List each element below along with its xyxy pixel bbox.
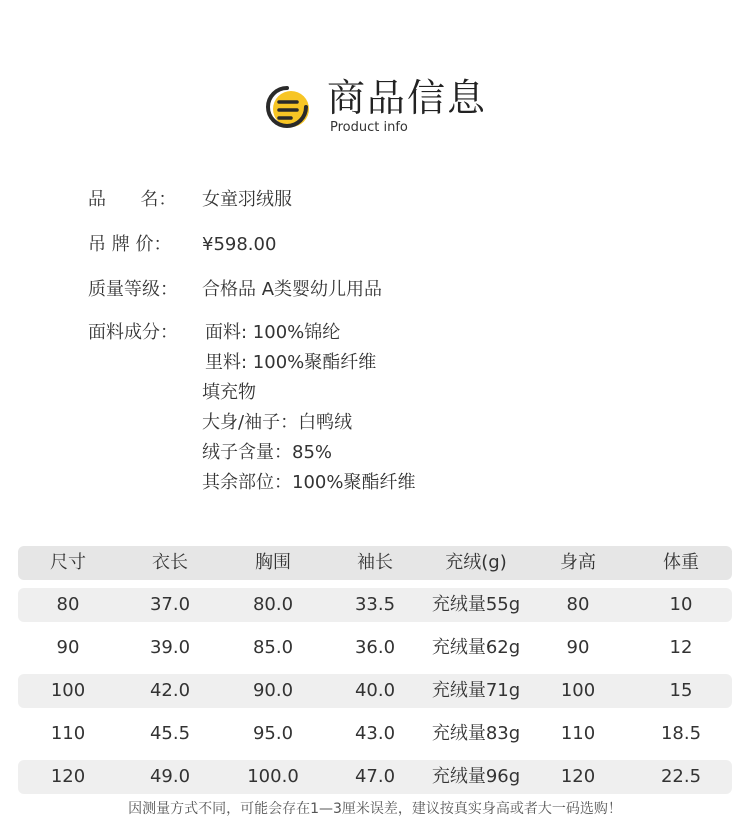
table-header-cell: 衣长 <box>152 552 188 573</box>
table-row <box>18 717 732 751</box>
table-cell: 80.0 <box>252 594 294 615</box>
table-cell: 36.0 <box>354 637 396 658</box>
fabric-line <box>0 408 750 438</box>
info-label: 品 名： <box>88 189 177 210</box>
fabric-line <box>0 468 750 498</box>
measurement-note: 因测量方式不同，可能会存在1—3厘米误差，建议按真实身高或者大一码选购！ <box>128 801 622 817</box>
table-header-cell: 身高 <box>560 552 596 573</box>
table-cell: 110 <box>560 723 596 744</box>
table-cell: 充绒量55g <box>431 594 521 615</box>
fabric-line <box>0 348 750 378</box>
table-cell: 80 <box>566 594 590 615</box>
table-row <box>18 674 732 708</box>
document-icon <box>263 82 313 132</box>
table-header-cell: 尺寸 <box>50 552 86 573</box>
table-cell: 15 <box>669 680 693 701</box>
table-cell: 42.0 <box>149 680 191 701</box>
table-cell: 10 <box>669 594 693 615</box>
table-cell: 45.5 <box>149 723 191 744</box>
table-cell: 100.0 <box>247 766 299 787</box>
table-header-cell: 胸围 <box>255 552 291 573</box>
table-row <box>18 588 732 622</box>
table-cell: 22.5 <box>660 766 702 787</box>
table-cell: 18.5 <box>660 723 702 744</box>
table-cell: 90 <box>566 637 590 658</box>
info-label: 吊 牌 价： <box>88 234 172 255</box>
table-cell: 100 <box>560 680 596 701</box>
table-cell: 85.0 <box>252 637 294 658</box>
table-cell: 充绒量71g <box>431 680 521 701</box>
table-cell: 43.0 <box>354 723 396 744</box>
page-title: 商品信息 <box>327 76 488 120</box>
table-header-row <box>18 546 732 580</box>
table-header-cell: 袖长 <box>357 552 393 573</box>
page-subtitle: Product info <box>330 120 408 135</box>
fabric-line <box>0 378 750 408</box>
table-cell: 120 <box>560 766 596 787</box>
info-row-fabric <box>0 318 750 348</box>
table-cell: 110 <box>50 723 86 744</box>
table-header-cell: 充绒(g) <box>445 552 507 573</box>
table-cell: 90.0 <box>252 680 294 701</box>
fabric-line-text: 里料: 100%聚酯纤维 <box>205 352 377 373</box>
table-cell: 49.0 <box>149 766 191 787</box>
table-cell: 39.0 <box>149 637 191 658</box>
table-cell: 40.0 <box>354 680 396 701</box>
info-row-name <box>0 185 750 215</box>
table-cell: 充绒量62g <box>431 637 521 658</box>
fabric-line-text: 大身/袖子：白鸭绒 <box>202 412 353 433</box>
fabric-line <box>0 438 750 468</box>
info-label: 面料成分： <box>88 322 178 343</box>
table-cell: 充绒量96g <box>431 766 521 787</box>
table-cell: 12 <box>669 637 693 658</box>
table-header-cell: 体重 <box>663 552 699 573</box>
info-row-price <box>0 230 750 260</box>
table-cell: 47.0 <box>354 766 396 787</box>
info-value: 合格品 A类婴幼儿用品 <box>202 279 383 300</box>
info-value: 女童羽绒服 <box>202 189 292 210</box>
table-cell: 充绒量83g <box>431 723 521 744</box>
table-cell: 95.0 <box>252 723 294 744</box>
table-cell: 100 <box>50 680 86 701</box>
info-value: ¥598.00 <box>202 234 277 255</box>
table-cell: 90 <box>56 637 80 658</box>
table-cell: 80 <box>56 594 80 615</box>
fabric-line-text: 绒子含量：85% <box>202 442 333 463</box>
table-row <box>18 760 732 794</box>
info-row-quality <box>0 275 750 305</box>
fabric-line-text: 其余部位：100%聚酯纤维 <box>202 472 416 493</box>
table-row <box>18 631 732 665</box>
table-cell: 33.5 <box>354 594 396 615</box>
table-cell: 37.0 <box>149 594 191 615</box>
info-label: 质量等级： <box>88 279 178 300</box>
table-cell: 120 <box>50 766 86 787</box>
info-value: 面料: 100%锦纶 <box>205 322 341 343</box>
product-info-header <box>263 72 523 142</box>
fabric-line-text: 填充物 <box>202 382 256 403</box>
